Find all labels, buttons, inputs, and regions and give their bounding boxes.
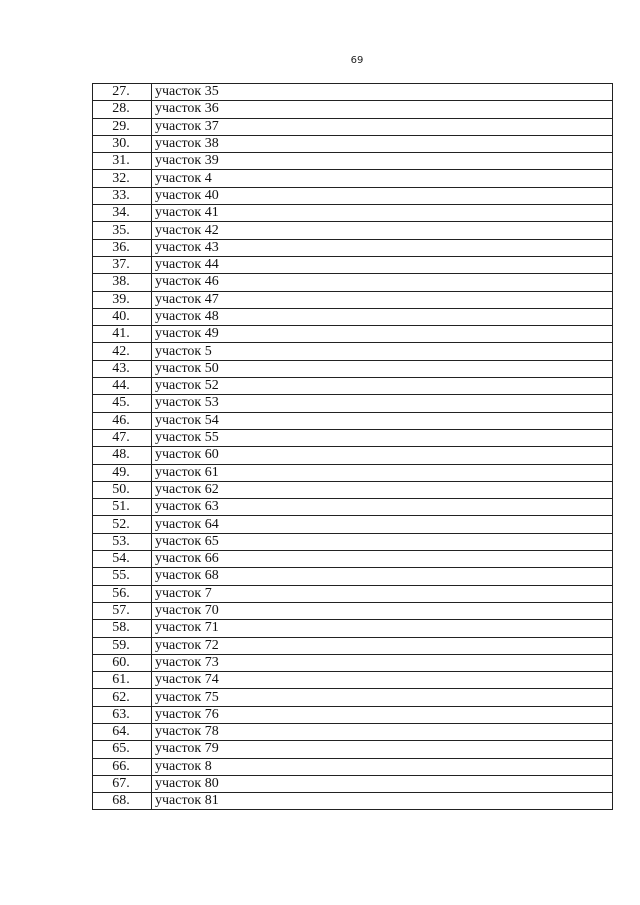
parcels-table — [92, 83, 613, 810]
parcel-name-cell: участок 43 — [152, 239, 613, 256]
row-number-cell: 65. — [93, 741, 152, 758]
table-row — [93, 84, 613, 101]
table-row — [93, 412, 613, 429]
parcel-name-cell: участок 53 — [152, 395, 613, 412]
row-number-cell: 52. — [93, 516, 152, 533]
row-number-cell: 47. — [93, 429, 152, 446]
parcel-name-cell: участок 61 — [152, 464, 613, 481]
row-number-cell: 62. — [93, 689, 152, 706]
row-number-cell: 61. — [93, 672, 152, 689]
parcel-name-cell: участок 72 — [152, 637, 613, 654]
table-row — [93, 551, 613, 568]
page-number: 69 — [350, 55, 364, 66]
parcel-name-cell: участок 8 — [152, 758, 613, 775]
table-row — [93, 256, 613, 273]
parcel-name-cell: участок 68 — [152, 568, 613, 585]
row-number-cell: 46. — [93, 412, 152, 429]
table-row — [93, 672, 613, 689]
row-number-cell: 60. — [93, 654, 152, 671]
row-number-cell: 35. — [93, 222, 152, 239]
table-row — [93, 706, 613, 723]
table-row — [93, 187, 613, 204]
table-row — [93, 378, 613, 395]
parcel-name-cell: участок 78 — [152, 723, 613, 740]
parcel-name-cell: участок 63 — [152, 499, 613, 516]
row-number-cell: 32. — [93, 170, 152, 187]
table-row — [93, 153, 613, 170]
row-number-cell: 34. — [93, 205, 152, 222]
row-number-cell: 55. — [93, 568, 152, 585]
row-number-cell: 42. — [93, 343, 152, 360]
table-row — [93, 170, 613, 187]
table-row — [93, 360, 613, 377]
table-row — [93, 481, 613, 498]
table-row — [93, 516, 613, 533]
parcel-name-cell: участок 50 — [152, 360, 613, 377]
row-number-cell: 53. — [93, 533, 152, 550]
parcel-name-cell: участок 74 — [152, 672, 613, 689]
row-number-cell: 66. — [93, 758, 152, 775]
row-number-cell: 31. — [93, 153, 152, 170]
row-number-cell: 37. — [93, 256, 152, 273]
row-number-cell: 57. — [93, 602, 152, 619]
table-row — [93, 585, 613, 602]
row-number-cell: 59. — [93, 637, 152, 654]
table-row — [93, 274, 613, 291]
row-number-cell: 64. — [93, 723, 152, 740]
parcel-name-cell: участок 36 — [152, 101, 613, 118]
row-number-cell: 51. — [93, 499, 152, 516]
table-row — [93, 793, 613, 810]
row-number-cell: 30. — [93, 135, 152, 152]
table-row — [93, 308, 613, 325]
parcel-name-cell: участок 81 — [152, 793, 613, 810]
table-row — [93, 239, 613, 256]
table-row — [93, 222, 613, 239]
parcel-name-cell: участок 47 — [152, 291, 613, 308]
table-row — [93, 499, 613, 516]
parcel-name-cell: участок 66 — [152, 551, 613, 568]
table-row — [93, 602, 613, 619]
table-row — [93, 326, 613, 343]
row-number-cell: 58. — [93, 620, 152, 637]
parcel-name-cell: участок 79 — [152, 741, 613, 758]
row-number-cell: 44. — [93, 378, 152, 395]
row-number-cell: 29. — [93, 118, 152, 135]
table-row — [93, 118, 613, 135]
parcel-name-cell: участок 5 — [152, 343, 613, 360]
parcel-name-cell: участок 7 — [152, 585, 613, 602]
table-row — [93, 568, 613, 585]
parcel-name-cell: участок 38 — [152, 135, 613, 152]
parcel-name-cell: участок 37 — [152, 118, 613, 135]
row-number-cell: 40. — [93, 308, 152, 325]
parcel-name-cell: участок 75 — [152, 689, 613, 706]
table-row — [93, 429, 613, 446]
table-row — [93, 775, 613, 792]
parcel-name-cell: участок 35 — [152, 84, 613, 101]
row-number-cell: 33. — [93, 187, 152, 204]
row-number-cell: 41. — [93, 326, 152, 343]
parcel-name-cell: участок 55 — [152, 429, 613, 446]
row-number-cell: 48. — [93, 447, 152, 464]
row-number-cell: 54. — [93, 551, 152, 568]
row-number-cell: 36. — [93, 239, 152, 256]
parcel-name-cell: участок 4 — [152, 170, 613, 187]
row-number-cell: 27. — [93, 84, 152, 101]
table-row — [93, 689, 613, 706]
table-row — [93, 343, 613, 360]
parcel-name-cell: участок 40 — [152, 187, 613, 204]
table-row — [93, 654, 613, 671]
row-number-cell: 67. — [93, 775, 152, 792]
parcel-name-cell: участок 60 — [152, 447, 613, 464]
parcel-name-cell: участок 42 — [152, 222, 613, 239]
row-number-cell: 49. — [93, 464, 152, 481]
parcel-name-cell: участок 39 — [152, 153, 613, 170]
parcel-name-cell: участок 76 — [152, 706, 613, 723]
table-row — [93, 637, 613, 654]
table-row — [93, 741, 613, 758]
table-row — [93, 205, 613, 222]
table-row — [93, 135, 613, 152]
parcel-name-cell: участок 62 — [152, 481, 613, 498]
parcel-name-cell: участок 49 — [152, 326, 613, 343]
row-number-cell: 45. — [93, 395, 152, 412]
row-number-cell: 38. — [93, 274, 152, 291]
row-number-cell: 43. — [93, 360, 152, 377]
table-row — [93, 464, 613, 481]
table-row — [93, 395, 613, 412]
row-number-cell: 50. — [93, 481, 152, 498]
row-number-cell: 39. — [93, 291, 152, 308]
parcel-name-cell: участок 44 — [152, 256, 613, 273]
row-number-cell: 63. — [93, 706, 152, 723]
parcels-table-body — [93, 84, 613, 810]
table-row — [93, 291, 613, 308]
parcel-name-cell: участок 52 — [152, 378, 613, 395]
parcel-name-cell: участок 48 — [152, 308, 613, 325]
parcel-name-cell: участок 54 — [152, 412, 613, 429]
row-number-cell: 56. — [93, 585, 152, 602]
table-row — [93, 533, 613, 550]
parcel-name-cell: участок 65 — [152, 533, 613, 550]
table-row — [93, 758, 613, 775]
parcel-name-cell: участок 80 — [152, 775, 613, 792]
parcel-name-cell: участок 73 — [152, 654, 613, 671]
parcel-name-cell: участок 70 — [152, 602, 613, 619]
parcel-name-cell: участок 64 — [152, 516, 613, 533]
table-row — [93, 101, 613, 118]
parcel-name-cell: участок 71 — [152, 620, 613, 637]
parcel-name-cell: участок 41 — [152, 205, 613, 222]
table-row — [93, 723, 613, 740]
table-row — [93, 447, 613, 464]
row-number-cell: 28. — [93, 101, 152, 118]
parcel-name-cell: участок 46 — [152, 274, 613, 291]
row-number-cell: 68. — [93, 793, 152, 810]
table-row — [93, 620, 613, 637]
